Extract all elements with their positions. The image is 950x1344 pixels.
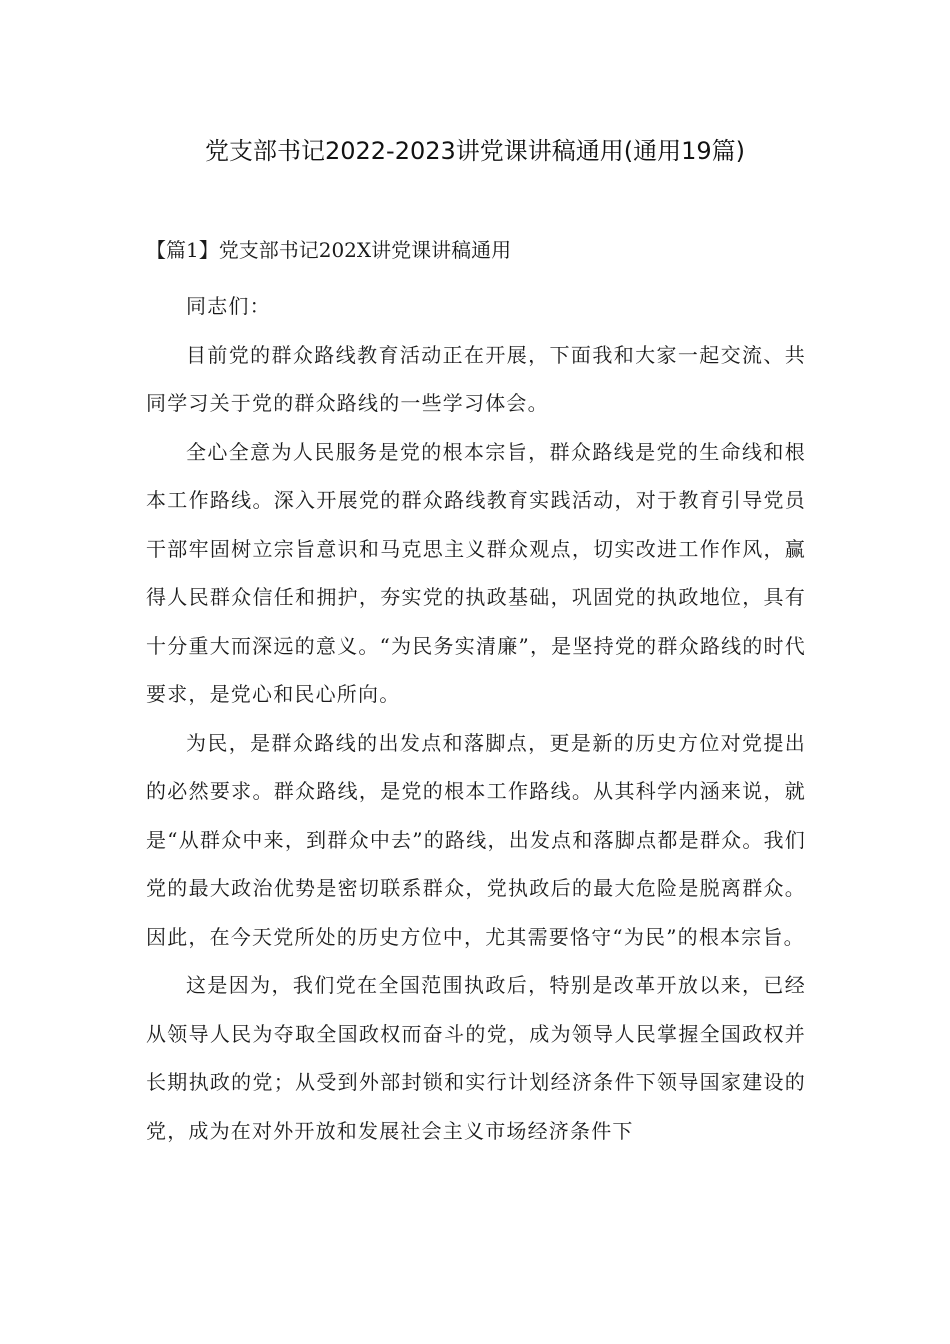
paragraph-2: 全心全意为人民服务是党的根本宗旨，群众路线是党的生命线和根本工作路线。深入开展党的群众路线教育实践活动，对于教育引导党员干部牢固树立宗旨意识和马克思主义群众观点，切实改进工作作风，赢得人民群众信任和拥护，夯实党的执政基础，巩固党的执政地位，具有十分重大而深远的意义。“为民务实清廉”，是坚持党的群众路线的时代要求，是党心和民心所向。	[146, 439, 806, 706]
paragraph-1: 目前党的群众路线教育活动正在开展，下面我和大家一起交流、共同学习关于党的群众路线的一些学习体会。	[146, 342, 806, 415]
paragraph-3: 为民，是群众路线的出发点和落脚点，更是新的历史方位对党提出的必然要求。群众路线，是党的根本工作路线。从其科学内涵来说，就是“从群众中来，到群众中去”的路线，出发点和落脚点都是群众。我们党的最大政治优势是密切联系群众，党执政后的最大危险是脱离群众。因此，在今天党所处的历史方位中，尤其需要恪守“为民”的根本宗旨。	[146, 730, 806, 949]
document-title: 党支部书记2022-2023讲党课讲稿通用(通用19篇)	[204, 137, 746, 165]
document-body	[146, 282, 806, 1155]
paragraph-4: 这是因为，我们党在全国范围执政后，特别是改革开放以来，已经从领导人民为夺取全国政权而奋斗的党，成为领导人民掌握全国政权并长期执政的党；从受到外部封锁和实行计划经济条件下领导国家建设的党，成为在对外开放和发展社会主义市场经济条件下	[146, 973, 806, 1143]
section-heading: 【篇1】党支部书记202X讲党课讲稿通用	[146, 238, 512, 262]
salutation: 同志们：	[186, 294, 271, 318]
